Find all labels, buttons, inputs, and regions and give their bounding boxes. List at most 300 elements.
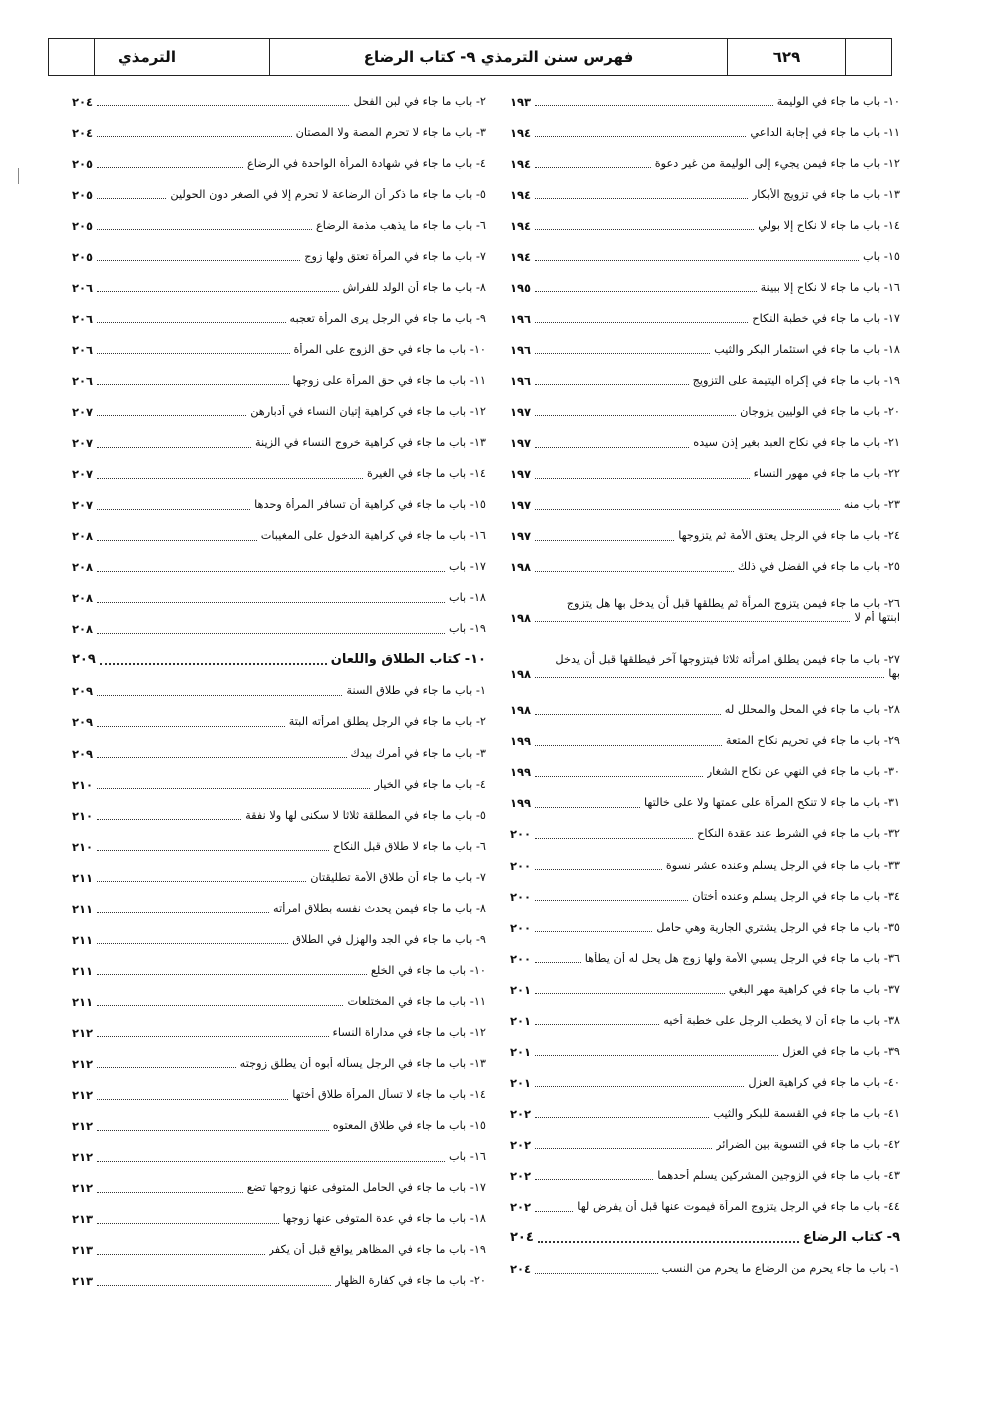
toc-entry-page: ٢١٢ (72, 1025, 94, 1040)
toc-entry-page: ١٩٤ (510, 249, 532, 264)
dot-leader (97, 260, 300, 261)
toc-entry-page: ٢٠٤ (72, 94, 94, 109)
toc-entry-page: ٢٠٧ (72, 498, 94, 513)
toc-entry-title: ١٣- باب ما جاء في كراهية خروج النساء في الزينة (254, 436, 486, 450)
dot-leader (535, 962, 581, 963)
toc-entry-title: ١٦- باب ما جاء في كراهية الدخول على المغيبات (260, 529, 486, 543)
dot-leader (535, 136, 746, 137)
toc-entry-title-continuation: ابنتها أم لا (854, 610, 900, 624)
toc-entry[interactable] (510, 1129, 900, 1160)
toc-entry[interactable] (510, 1067, 900, 1098)
toc-entry[interactable] (510, 639, 900, 695)
toc-entry-title: ٣٠- باب ما جاء في النهي عن نكاح الشغار (706, 765, 900, 779)
toc-entry-page: ٢٠٨ (72, 529, 94, 544)
toc-entry[interactable] (510, 1005, 900, 1036)
toc-entry-title: ٩- باب ما جاء في الجد والهزل في الطلاق (292, 932, 486, 946)
toc-entry-title: ١١- باب ما جاء في حق المرأة على زوجها (292, 373, 486, 387)
toc-entry[interactable] (510, 117, 900, 148)
toc-entry[interactable] (72, 86, 486, 117)
dot-leader (535, 993, 725, 994)
toc-entry-title: ١٨- باب ما جاء في استئمار البكر والثيب (714, 342, 900, 356)
dot-leader (97, 540, 257, 541)
toc-entry-page: ٢٠٦ (72, 342, 94, 357)
toc-entry-title: ١٢- باب ما جاء فيمن يجيء إلى الوليمة من غير دعوة (654, 156, 900, 170)
toc-entry-title-continuation: بها (888, 666, 900, 680)
dot-leader (97, 974, 367, 975)
toc-entry-page: ١٩٩ (510, 765, 532, 780)
toc-entry-page: ٢٠٥ (72, 249, 94, 264)
toc-entry[interactable] (72, 396, 486, 427)
toc-entry[interactable] (510, 850, 900, 881)
dot-leader (97, 229, 312, 230)
toc-entry-title: ٣٤- باب ما جاء في الرجل يسلم وعنده أختان (692, 889, 900, 903)
dot-leader (535, 509, 840, 510)
toc-entry-title: ١٧- باب (448, 560, 486, 574)
toc-entry[interactable] (510, 272, 900, 303)
toc-entry-title: ٦- باب ما جاء لا طلاق قبل النكاح (332, 839, 486, 853)
toc-entry[interactable] (510, 1254, 900, 1285)
toc-entry[interactable] (72, 210, 486, 241)
dot-leader (97, 633, 445, 634)
toc-entry-title: ١٢- باب ما جاء في مداراة النساء (332, 1025, 486, 1039)
toc-entry[interactable] (72, 552, 486, 583)
toc-entry-page: ١٩٨ (510, 666, 532, 681)
toc-entry-page: ٢٠٦ (72, 311, 94, 326)
toc-entry-title: ١- باب ما جاء يحرم من الرضاع ما يحرم من النسب (661, 1262, 900, 1276)
dot-leader (535, 1211, 573, 1212)
toc-entry-page: ٢١٠ (72, 839, 94, 854)
toc-entry-page: ٢١٣ (72, 1243, 94, 1258)
toc-entry-page: ١٩٨ (510, 703, 532, 718)
dot-leader (97, 695, 342, 696)
author-label: الترمذي (94, 39, 269, 75)
toc-entry-page: ٢٠٩ (72, 715, 94, 730)
dot-leader (535, 838, 693, 839)
toc-entry[interactable] (72, 1235, 486, 1266)
toc-entry-page: ٢١٣ (72, 1212, 94, 1227)
toc-entry[interactable] (72, 334, 486, 365)
toc-entry-title: ٣٥- باب ما جاء في الرجل يشتري الجارية وهي حامل (656, 920, 900, 934)
toc-entry-title: ١٦- باب ما جاء لا نكاح إلا ببينة (760, 280, 900, 294)
toc-entry[interactable] (72, 769, 486, 800)
toc-entry[interactable] (510, 303, 900, 334)
toc-entry-title: ٢- باب ما جاء في الرجل يطلق امرأته البتة (288, 715, 486, 729)
toc-entry-page: ١٩٩ (510, 796, 532, 811)
dot-leader (535, 384, 689, 385)
toc-entry[interactable] (510, 757, 900, 788)
toc-entry-title: ١٩- باب (448, 622, 486, 636)
toc-entry-page: ٢١٢ (72, 1150, 94, 1165)
toc-entry-page: ٢٠٦ (72, 373, 94, 388)
toc-entry-title: ٩- باب ما جاء في الرجل يرى المرأة تعجبه (289, 311, 486, 325)
toc-entry-title: ١٤- باب ما جاء في الغيرة (366, 467, 486, 481)
toc-entry[interactable] (72, 986, 486, 1017)
toc-entry-page: ١٩٧ (510, 529, 532, 544)
toc-entry-title: ٣٨- باب ما جاء أن لا يخطب الرجل على خطبة أخيه (663, 1013, 900, 1027)
toc-entry[interactable] (72, 893, 486, 924)
toc-entry-page: ١٩٧ (510, 498, 532, 513)
toc-entry-page: ١٩٨ (510, 560, 532, 575)
toc-entry[interactable] (72, 614, 486, 645)
toc-entry-page: ٢٠٢ (510, 1106, 532, 1121)
dot-leader (535, 229, 754, 230)
header-blank-cell-left (49, 39, 94, 75)
dot-leader (97, 1005, 343, 1006)
toc-entry-title: ٤- باب ما جاء في الخيار (374, 777, 486, 791)
dot-leader (535, 1117, 709, 1118)
dot-leader (97, 136, 292, 137)
toc-entry[interactable] (72, 303, 486, 334)
toc-entry-page: ٢٠٠ (510, 920, 532, 935)
toc-entry-page: ١٩٤ (510, 156, 532, 171)
toc-entry[interactable] (72, 459, 486, 490)
toc-entry-page: ١٩٨ (510, 610, 532, 625)
dot-leader (535, 714, 721, 715)
dot-leader (97, 571, 445, 572)
toc-entry-title: ٢٠- باب ما جاء في كفارة الظهار (335, 1274, 486, 1288)
toc-entry[interactable] (510, 974, 900, 1005)
toc-entry-page: ٢١٢ (72, 1181, 94, 1196)
toc-entry-title: ١٩- باب ما جاء في المظاهر يواقع قبل أن يكفر (268, 1243, 486, 1257)
toc-entry-page: ٢٠٦ (72, 280, 94, 295)
toc-entry-page: ١٩٦ (510, 311, 532, 326)
dot-leader (97, 509, 250, 510)
dot-leader (97, 819, 241, 820)
toc-entry[interactable] (72, 1266, 486, 1297)
toc-entry[interactable] (510, 365, 900, 396)
toc-entry[interactable] (72, 241, 486, 272)
dot-leader (97, 447, 251, 448)
toc-entry-page: ٢٠٤ (510, 1262, 532, 1277)
toc-entry-title: ١٥- باب ما جاء في طلاق المعتوه (332, 1119, 486, 1133)
dot-leader (535, 415, 736, 416)
toc-entry[interactable] (72, 117, 486, 148)
toc-entry[interactable] (72, 955, 486, 986)
toc-entry[interactable] (72, 1048, 486, 1079)
dot-leader (97, 1192, 243, 1193)
toc-column-right (510, 86, 900, 1285)
toc-entry-title: ٢٣- باب منه (843, 498, 900, 512)
dot-leader (97, 322, 285, 323)
toc-entry-title: ٧- باب ما جاء في المرأة تعتق ولها زوج (304, 249, 486, 263)
toc-entry-page: ٢٠٢ (510, 1137, 532, 1152)
toc-entry-title: ٢١- باب ما جاء في نكاح العبد بغير إذن سيده (693, 436, 900, 450)
toc-entry-title: ٣٧- باب ما جاء في كراهية مهر البغي (728, 982, 900, 996)
toc-entry[interactable] (510, 179, 900, 210)
toc-entry[interactable] (510, 1192, 900, 1223)
toc-entry[interactable] (510, 241, 900, 272)
dot-leader (97, 881, 306, 882)
toc-entry-title: ١٥- باب (862, 249, 900, 263)
toc-entry[interactable] (510, 583, 900, 639)
toc-entry[interactable] (72, 521, 486, 552)
dot-leader (535, 621, 850, 622)
toc-entry[interactable] (72, 707, 486, 738)
dot-leader (97, 1254, 264, 1255)
toc-entry[interactable] (72, 1142, 486, 1173)
toc-entry-title: ٤٤- باب ما جاء في الرجل يتزوج المرأة فيموت عنها قبل أن يفرض لها (577, 1200, 900, 1214)
toc-entry[interactable] (72, 179, 486, 210)
toc-entry-title: ١٨- باب (448, 591, 486, 605)
toc-entry-title: ٢٥- باب ما جاء في الفضل في ذلك (737, 560, 900, 574)
toc-entry-title: ٤٠- باب ما جاء في كراهية العزل (748, 1075, 900, 1089)
dot-leader (535, 745, 722, 746)
toc-entry-page: ٢١٢ (72, 1119, 94, 1134)
toc-entry[interactable] (72, 924, 486, 955)
toc-entry-title: ٣- باب ما جاء في أمرك بيدك (350, 746, 486, 760)
toc-entry-title: ٢٠- باب ما جاء في الوليين يزوجان (740, 404, 900, 418)
toc-entry-title: ٥- باب ما جاء ما ذكر أن الرضاعة لا تحرم إلا في الصغر دون الحولين (170, 187, 486, 201)
toc-entry-page: ٢٠٩ (72, 746, 94, 761)
toc-entry-page: ٢١١ (72, 870, 94, 885)
toc-entry-title: ٤- باب ما جاء في شهادة المرأة الواحدة في الرضاع (247, 156, 486, 170)
page-number: ٦٢٩ (727, 39, 845, 75)
toc-section-heading[interactable] (72, 645, 486, 676)
toc-entry-title: ١٤- باب ما جاء لا تسأل المرأة طلاق أختها (292, 1088, 486, 1102)
dot-leader (535, 1024, 659, 1025)
toc-entry[interactable] (510, 695, 900, 726)
toc-entry-title: ٢٨- باب ما جاء في المحل والمحلل له (724, 703, 900, 717)
dot-leader (535, 869, 662, 870)
toc-entry[interactable] (72, 1017, 486, 1048)
toc-entry[interactable] (72, 862, 486, 893)
dot-leader (97, 1067, 236, 1068)
toc-entry[interactable] (72, 365, 486, 396)
toc-entry-page: ٢٠٥ (72, 218, 94, 233)
section-heading-title: ٩- كتاب الرضاع (803, 1231, 900, 1246)
toc-entry-page: ١٩٣ (510, 94, 532, 109)
toc-entry[interactable] (72, 272, 486, 303)
toc-entry-title: ٦- باب ما جاء ما يذهب مذمة الرضاع (315, 218, 486, 232)
toc-entry-page: ٢٠٤ (510, 1230, 534, 1246)
dot-leader (535, 291, 757, 292)
toc-entry[interactable] (72, 1204, 486, 1235)
dot-leader (97, 726, 285, 727)
dot-leader (97, 384, 288, 385)
toc-entry[interactable] (510, 459, 900, 490)
toc-entry-page: ٢١٢ (72, 1056, 94, 1071)
toc-entry-page: ٢٠٩ (72, 684, 94, 699)
toc-entry-page: ١٩٦ (510, 342, 532, 357)
toc-entry-title: ١٢- باب ما جاء في كراهية إتيان النساء في أدبارهن (250, 404, 486, 418)
toc-entry-title: ١٠- باب ما جاء في حق الزوج على المرأة (293, 342, 486, 356)
toc-entry[interactable] (510, 819, 900, 850)
toc-entry-title: ٣٩- باب ما جاء في العزل (782, 1044, 900, 1058)
dot-leader (97, 353, 289, 354)
toc-entry-page: ١٩٤ (510, 187, 532, 202)
toc-entry[interactable] (510, 210, 900, 241)
dot-leader (535, 807, 640, 808)
dot-leader (97, 167, 243, 168)
dot-leader (100, 663, 327, 665)
toc-entry-title: ٢٤- باب ما جاء في الرجل يعتق الأمة ثم يتزوجها (678, 529, 900, 543)
toc-entry[interactable] (72, 1173, 486, 1204)
toc-entry-title: ٤٣- باب ما جاء في الزوجين المشركين يسلم أحدهما (657, 1168, 900, 1182)
dot-leader (97, 788, 370, 789)
toc-entry-page: ١٩٩ (510, 734, 532, 749)
dot-leader (538, 1241, 799, 1243)
toc-entry[interactable] (510, 1098, 900, 1129)
toc-entry-page: ٢٠٥ (72, 156, 94, 171)
dot-leader (535, 540, 674, 541)
dot-leader (97, 602, 445, 603)
toc-entry-page: ١٩٧ (510, 404, 532, 419)
toc-entry-title: ٨- باب ما جاء فيمن يحدث نفسه بطلاق امرأته (273, 901, 486, 915)
toc-entry[interactable] (510, 1160, 900, 1191)
toc-entry-title: ٢٢- باب ما جاء في مهور النساء (753, 467, 900, 481)
dot-leader (97, 1285, 331, 1286)
toc-entry-page: ٢٠٠ (510, 889, 532, 904)
toc-entry[interactable] (510, 521, 900, 552)
dot-leader (535, 1273, 658, 1274)
toc-entry-page: ٢١٣ (72, 1274, 94, 1289)
toc-entry-page: ٢١٠ (72, 777, 94, 792)
toc-entry-title: ١٧- باب ما جاء في خطبة النكاح (752, 311, 900, 325)
toc-entry-page: ٢٠٠ (510, 951, 532, 966)
dot-leader (535, 167, 651, 168)
toc-entry[interactable] (510, 912, 900, 943)
toc-entry[interactable] (510, 428, 900, 459)
toc-entry-title: ١٨- باب ما جاء في عدة المتوفى عنها زوجها (282, 1212, 486, 1226)
toc-entry-title: ١٥- باب ما جاء في كراهية أن تسافر المرأة وحدها (254, 498, 486, 512)
toc-entry[interactable] (72, 800, 486, 831)
toc-entry-page: ١٩٤ (510, 218, 532, 233)
running-header (48, 38, 892, 76)
dot-leader (535, 353, 710, 354)
toc-entry-title: ٤٢- باب ما جاء في التسوية بين الضرائر (715, 1137, 900, 1151)
dot-leader (97, 1099, 288, 1100)
toc-entry-page: ٢٠٨ (72, 560, 94, 575)
toc-entry-page: ٢١١ (72, 932, 94, 947)
dot-leader (97, 912, 269, 913)
dot-leader (535, 1148, 712, 1149)
dot-leader (535, 260, 859, 261)
toc-entry-page: ٢١١ (72, 994, 94, 1009)
toc-entry-title: ١٣- باب ما جاء في تزويج الأبكار (751, 187, 900, 201)
dot-leader (97, 291, 339, 292)
toc-entry-title: ١٠- باب ما جاء في الوليمة (776, 94, 900, 108)
toc-entry-title: ٧- باب ما جاء أن طلاق الأمة تطليقتان (310, 870, 486, 884)
running-title: فهرس سنن الترمذي ٩- كتاب الرضاع (269, 39, 727, 75)
toc-entry-title: ١٧- باب ما جاء في الحامل المتوفى عنها زوجها تضع (246, 1181, 486, 1195)
toc-entry-page: ٢٠١ (510, 1013, 532, 1028)
dot-leader (535, 105, 773, 106)
dot-leader (97, 415, 246, 416)
dot-leader (535, 931, 652, 932)
toc-entry-title: ٢- باب ما جاء في لبن الفحل (353, 94, 486, 108)
dot-leader (535, 447, 689, 448)
toc-entry-page: ٢٠٢ (510, 1168, 532, 1183)
toc-entry[interactable] (510, 1036, 900, 1067)
dot-leader (535, 1055, 778, 1056)
toc-entry-page: ١٩٧ (510, 467, 532, 482)
toc-entry[interactable] (510, 881, 900, 912)
dot-leader (535, 900, 688, 901)
toc-entry-page: ٢٠٥ (72, 187, 94, 202)
toc-entry-page: ٢٠٠ (510, 858, 532, 873)
toc-entry[interactable] (72, 831, 486, 862)
toc-entry-page: ٢٠٨ (72, 622, 94, 637)
toc-entry-title: ١١- باب ما جاء في المختلعات (347, 994, 486, 1008)
toc-entry-title: ١٦- باب (448, 1150, 486, 1164)
toc-entry-title: ٢٧- باب ما جاء فيمن يطلق امرأته ثلاثا فيتزوجها آخر فيطلقها قبل أن يدخل (555, 652, 900, 666)
toc-entry-page: ١٩٥ (510, 280, 532, 295)
dot-leader (97, 850, 329, 851)
dot-leader (535, 322, 748, 323)
toc-entry[interactable] (72, 1080, 486, 1111)
toc-entry-title: ٣٢- باب ما جاء في الشرط عند عقدة النكاح (697, 827, 900, 841)
toc-entry[interactable] (510, 86, 900, 117)
toc-entry-page: ٢٠٢ (510, 1200, 532, 1215)
dot-leader (97, 1130, 329, 1131)
toc-entry[interactable] (72, 676, 486, 707)
dot-leader (97, 943, 288, 944)
toc-entry[interactable] (510, 552, 900, 583)
toc-entry[interactable] (72, 1111, 486, 1142)
toc-entry[interactable] (72, 428, 486, 459)
dot-leader (535, 677, 884, 678)
toc-entry-page: ٢٠٨ (72, 591, 94, 606)
dot-leader (97, 1161, 445, 1162)
toc-entry-title: ٣٣- باب ما جاء في الرجل يسلم وعنده عشر نسوة (665, 858, 900, 872)
toc-entry-title: ١٩- باب ما جاء في إكراه اليتيمة على التزويج (692, 373, 900, 387)
toc-entry-page: ٢١٠ (72, 808, 94, 823)
toc-entry-title: ١- باب ما جاء في طلاق السنة (346, 684, 486, 698)
dot-leader (535, 776, 703, 777)
toc-entry-page: ٢٠١ (510, 1075, 532, 1090)
dot-leader (97, 1036, 328, 1037)
toc-entry[interactable] (510, 726, 900, 757)
toc-entry[interactable] (510, 396, 900, 427)
toc-entry-page: ٢٠٩ (72, 652, 96, 668)
dot-leader (97, 105, 349, 106)
dot-leader (97, 1223, 279, 1224)
toc-entry-page: ٢٠٧ (72, 467, 94, 482)
toc-entry-page: ٢١١ (72, 901, 94, 916)
toc-entry-page: ٢٠٧ (72, 404, 94, 419)
toc-entry[interactable] (510, 943, 900, 974)
section-heading-title: ١٠- كتاب الطلاق واللعان (330, 653, 486, 668)
dot-leader (535, 198, 748, 199)
toc-entry[interactable] (510, 334, 900, 365)
toc-entry-page: ٢٠٧ (72, 436, 94, 451)
toc-entry-page: ١٩٧ (510, 436, 532, 451)
header-blank-cell-right (845, 39, 891, 75)
toc-entry-title: ٣- باب ما جاء لا تحرم المصة ولا المصتان (295, 125, 486, 139)
toc-entry-page: ٢١٢ (72, 1088, 94, 1103)
toc-entry[interactable] (72, 738, 486, 769)
dot-leader (535, 1086, 744, 1087)
toc-section-heading[interactable] (510, 1223, 900, 1254)
toc-entry[interactable] (510, 788, 900, 819)
toc-entry-title: ٢٩- باب ما جاء في تحريم نكاح المتعة (725, 734, 900, 748)
toc-entry-page: ٢١١ (72, 963, 94, 978)
toc-entry[interactable] (72, 148, 486, 179)
toc-entry[interactable] (510, 148, 900, 179)
toc-entry-page: ١٩٦ (510, 373, 532, 388)
dot-leader (97, 198, 166, 199)
toc-entry-title: ١١- باب ما جاء في إجابة الداعي (750, 125, 900, 139)
toc-entry-page: ٢٠٤ (72, 125, 94, 140)
toc-entry-title: ٣٦- باب ما جاء في الرجل يسبي الأمة ولها زوج هل يحل له أن يطأها (584, 951, 900, 965)
toc-entry-title: ٢٦- باب ما جاء فيمن يتزوج المرأة ثم يطلقها قبل أن يدخل بها هل يتزوج (566, 596, 900, 610)
toc-entry-title: ٨- باب ما جاء أن الولد للفراش (342, 280, 486, 294)
toc-entry[interactable] (72, 490, 486, 521)
toc-entry[interactable] (510, 490, 900, 521)
dot-leader (535, 1179, 653, 1180)
toc-entry-title: ١٤- باب ما جاء لا نكاح إلا بولي (758, 218, 900, 232)
toc-entry[interactable] (72, 583, 486, 614)
